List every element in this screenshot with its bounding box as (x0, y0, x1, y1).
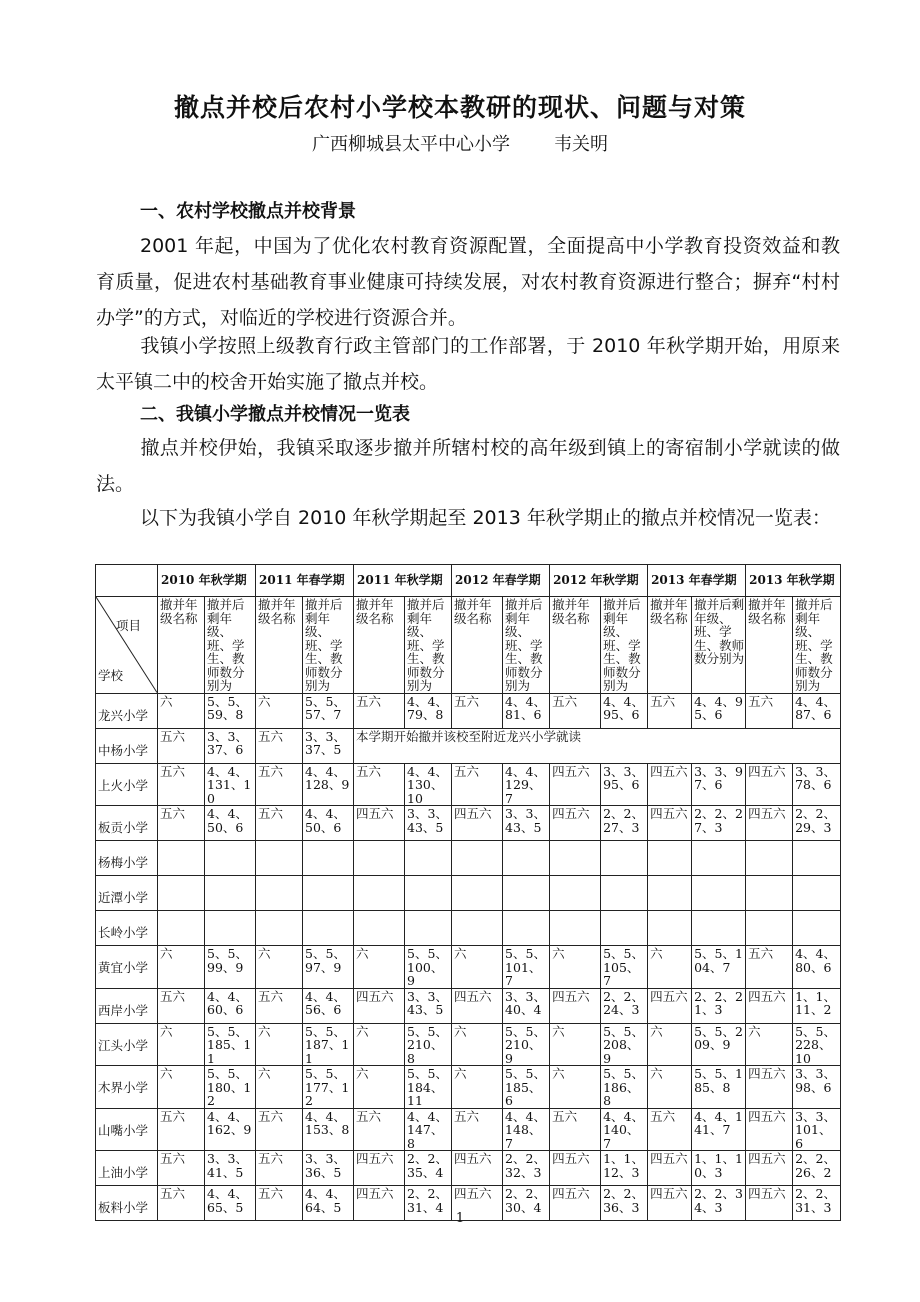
merged-grade-cell (746, 841, 793, 876)
merged-grade-cell: 五六 (158, 1108, 205, 1151)
merged-grade-cell: 六 (354, 1023, 405, 1066)
remaining-counts-cell: 3、3、41、5 (205, 1151, 256, 1186)
remaining-counts-cell (601, 911, 648, 946)
remaining-counts-cell: 4、4、148、7 (503, 1108, 550, 1151)
merged-grade-cell: 五六 (550, 693, 601, 728)
section2-paragraph-2: 以下为我镇小学自 2010 年秋学期起至 2013 年秋学期止的撤点并校情况一览表： (140, 507, 831, 529)
diag-project-label: 项目 (115, 618, 141, 633)
merged-grade-cell: 六 (158, 1066, 205, 1109)
merged-grade-cell (550, 876, 601, 911)
remaining-counts-cell (601, 876, 648, 911)
table-row (96, 876, 841, 911)
merged-grade-cell: 五六 (746, 693, 793, 728)
table-row (96, 946, 841, 989)
remaining-counts-cell (601, 841, 648, 876)
section2-paragraph-1: 撤点并校伊始，我镇采取逐步撤并所辖村校的高年级到镇上的寄宿制小学就读的做法。 (96, 437, 840, 495)
table-row (96, 806, 841, 841)
remaining-counts-cell (303, 876, 354, 911)
diagonal-header-cell (96, 597, 158, 694)
remaining-counts-cell: 3、3、97、6 (692, 763, 746, 806)
subheader-remaining: 撤并后剩年级、班、学生、教师数分别为 (503, 597, 550, 694)
merged-grade-cell: 五六 (354, 693, 405, 728)
remaining-counts-cell: 5、5、187、11 (303, 1023, 354, 1066)
merger-note-cell: 本学期开始撤并该校至附近龙兴小学就读 (354, 728, 841, 763)
author-line (0, 130, 920, 156)
merged-grade-cell: 五六 (256, 1151, 303, 1186)
subheader-remaining: 撤并后剩年级、班、学生、教师数分别为 (303, 597, 354, 694)
remaining-counts-cell: 5、5、105、7 (601, 946, 648, 989)
merged-grade-cell: 五六 (746, 946, 793, 989)
merged-grade-cell: 四五六 (746, 988, 793, 1023)
table-row (96, 763, 841, 806)
remaining-counts-cell (205, 911, 256, 946)
remaining-counts-cell (405, 911, 452, 946)
remaining-counts-cell (503, 911, 550, 946)
merged-grade-cell (648, 841, 692, 876)
remaining-counts-cell (692, 841, 746, 876)
merged-grade-cell: 四五六 (746, 1186, 793, 1221)
remaining-counts-cell: 3、3、98、6 (793, 1066, 841, 1109)
diag-school-label: 学校 (98, 668, 124, 683)
merged-grade-cell (550, 841, 601, 876)
remaining-counts-cell: 3、3、101、6 (793, 1108, 841, 1151)
merged-grade-cell (256, 876, 303, 911)
remaining-counts-cell: 2、2、26、2 (793, 1151, 841, 1186)
remaining-counts-cell: 2、2、27、3 (692, 806, 746, 841)
subheader-merged-grade: 撤并年级名称 (452, 597, 503, 694)
school-name-cell (96, 693, 158, 728)
remaining-counts-cell: 5、5、185、8 (692, 1066, 746, 1109)
school-name: 近潭小学 (98, 890, 149, 905)
merged-grade-cell (354, 911, 405, 946)
school-name-cell (96, 946, 158, 989)
merged-grade-cell: 四五六 (648, 806, 692, 841)
subheader-merged-grade: 撤并年级名称 (256, 597, 303, 694)
remaining-counts-cell: 3、3、37、5 (303, 728, 354, 763)
merged-grade-cell (452, 911, 503, 946)
merged-grade-cell: 五六 (158, 763, 205, 806)
table-row (96, 988, 841, 1023)
remaining-counts-cell: 2、2、30、4 (503, 1186, 550, 1221)
remaining-counts-cell: 4、4、129、7 (503, 763, 550, 806)
merged-grade-cell: 四五六 (746, 806, 793, 841)
remaining-counts-cell: 3、3、78、6 (793, 763, 841, 806)
remaining-counts-cell (692, 911, 746, 946)
table-row (96, 1151, 841, 1186)
remaining-counts-cell: 2、2、24、3 (601, 988, 648, 1023)
merger-status-table (95, 564, 841, 1221)
table-row (96, 693, 841, 728)
school-name-cell (96, 806, 158, 841)
school-name: 龙兴小学 (98, 707, 149, 723)
merged-grade-cell: 四五六 (550, 1186, 601, 1221)
merged-grade-cell (452, 876, 503, 911)
merged-grade-cell: 五六 (354, 1108, 405, 1151)
merged-grade-cell (452, 841, 503, 876)
table-body (96, 693, 841, 1221)
remaining-counts-cell: 4、4、50、6 (205, 806, 256, 841)
merged-grade-cell: 五六 (256, 988, 303, 1023)
remaining-counts-cell (205, 841, 256, 876)
page-number: 1 (455, 1211, 465, 1226)
school-name: 板料小学 (98, 1200, 149, 1215)
merged-grade-cell: 四五六 (648, 763, 692, 806)
remaining-counts-cell: 4、4、147、8 (405, 1108, 452, 1151)
remaining-counts-cell: 3、3、40、4 (503, 988, 550, 1023)
remaining-counts-cell (405, 876, 452, 911)
subheader-remaining: 撤并后剩年级、班、学生、教师数分别为 (405, 597, 452, 694)
merged-grade-cell: 六 (648, 1023, 692, 1066)
remaining-counts-cell: 5、5、99、9 (205, 946, 256, 989)
remaining-counts-cell: 2、2、29、3 (793, 806, 841, 841)
merged-grade-cell: 六 (256, 1066, 303, 1109)
section1-paragraph-1: 2001 年起，中国为了优化农村教育资源配置，全面提高中小学教育投资效益和教育质量，促进农村基础教育事业健康可持续发展，对农村教育资源进行整合；摒弃“村村办学”的方式，对临近的学校进行资源合并。 (96, 235, 840, 329)
merged-grade-cell: 六 (648, 1066, 692, 1109)
merged-grade-cell: 五六 (452, 1108, 503, 1151)
merged-grade-cell (158, 876, 205, 911)
merged-grade-cell: 六 (550, 1066, 601, 1109)
remaining-counts-cell: 4、4、65、5 (205, 1186, 256, 1221)
remaining-counts-cell (793, 841, 841, 876)
merged-grade-cell: 四五六 (746, 1066, 793, 1109)
remaining-counts-cell: 3、3、37、6 (205, 728, 256, 763)
school-name: 长岭小学 (98, 925, 149, 940)
remaining-counts-cell: 5、5、59、8 (205, 693, 256, 728)
school-name: 上油小学 (98, 1165, 149, 1180)
merged-grade-cell: 四五六 (648, 988, 692, 1023)
remaining-counts-cell: 2、2、34、3 (692, 1186, 746, 1221)
merged-grade-cell: 四五六 (354, 1186, 405, 1221)
remaining-counts-cell: 4、4、131、10 (205, 763, 256, 806)
merged-grade-cell (550, 911, 601, 946)
term-header: 2011 年春学期 (256, 565, 354, 597)
merged-grade-cell: 六 (550, 1023, 601, 1066)
remaining-counts-cell: 5、5、186、8 (601, 1066, 648, 1109)
merged-grade-cell: 四五六 (452, 1186, 503, 1221)
school-name: 板贡小学 (98, 820, 149, 835)
table-row (96, 1023, 841, 1066)
remaining-counts-cell (793, 876, 841, 911)
school-name: 杨梅小学 (98, 855, 149, 870)
remaining-counts-cell: 5、5、104、7 (692, 946, 746, 989)
remaining-counts-cell: 5、5、208、9 (601, 1023, 648, 1066)
section2-heading: 二、我镇小学撤点并校情况一览表 (140, 404, 410, 425)
merged-grade-cell: 五六 (256, 1186, 303, 1221)
remaining-counts-cell: 4、4、95、6 (601, 693, 648, 728)
school-name: 黄宜小学 (98, 960, 149, 975)
term-header: 2012 年秋学期 (550, 565, 648, 597)
merged-grade-cell: 四五六 (550, 1151, 601, 1186)
merged-grade-cell (158, 911, 205, 946)
remaining-counts-cell: 2、2、27、3 (601, 806, 648, 841)
page-title: 撤点并校后农村小学校本教研的现状、问题与对策 (173, 93, 746, 122)
merged-grade-cell: 五六 (158, 988, 205, 1023)
school-name: 山嘴小学 (98, 1122, 149, 1138)
remaining-counts-cell: 3、3、43、5 (405, 806, 452, 841)
remaining-counts-cell: 5、5、100、9 (405, 946, 452, 989)
merged-grade-cell (158, 841, 205, 876)
remaining-counts-cell: 4、4、153、8 (303, 1108, 354, 1151)
merged-grade-cell (648, 876, 692, 911)
merged-grade-cell: 四五六 (648, 1151, 692, 1186)
merged-grade-cell: 四五六 (550, 988, 601, 1023)
subheader-merged-grade: 撤并年级名称 (354, 597, 405, 694)
remaining-counts-cell: 3、3、36、5 (303, 1151, 354, 1186)
remaining-counts-cell: 4、4、130、10 (405, 763, 452, 806)
merged-grade-cell: 四五六 (746, 763, 793, 806)
section1-paragraph-2: 我镇小学按照上级教育行政主管部门的工作部署，于 2010 年秋学期开始，用原来太平镇二中的校舍开始实施了撤点并校。 (96, 335, 840, 393)
merged-grade-cell: 四五六 (452, 988, 503, 1023)
subheader-merged-grade: 撤并年级名称 (158, 597, 205, 694)
term-header: 2012 年春学期 (452, 565, 550, 597)
remaining-counts-cell: 4、4、162、9 (205, 1108, 256, 1151)
merged-grade-cell: 六 (354, 1066, 405, 1109)
merged-grade-cell: 五六 (256, 806, 303, 841)
school-name: 江头小学 (98, 1037, 149, 1053)
term-header: 2013 年春学期 (648, 565, 746, 597)
merged-grade-cell: 五六 (158, 728, 205, 763)
merged-grade-cell: 六 (158, 1023, 205, 1066)
remaining-counts-cell (793, 911, 841, 946)
term-header-row (96, 565, 841, 597)
merged-grade-cell (354, 841, 405, 876)
remaining-counts-cell (503, 841, 550, 876)
remaining-counts-cell: 5、5、180、12 (205, 1066, 256, 1109)
merged-grade-cell (256, 911, 303, 946)
school-name-cell (96, 911, 158, 946)
subheader-merged-grade: 撤并年级名称 (550, 597, 601, 694)
merged-grade-cell (746, 911, 793, 946)
remaining-counts-cell: 5、5、209、9 (692, 1023, 746, 1066)
remaining-counts-cell: 2、2、31、4 (405, 1186, 452, 1221)
subheader-remaining: 撤并后剩年级、班、学生、教师数分别为 (692, 597, 746, 694)
remaining-counts-cell: 4、4、87、6 (793, 693, 841, 728)
table-row (96, 841, 841, 876)
merged-grade-cell: 四五六 (550, 806, 601, 841)
remaining-counts-cell: 4、4、50、6 (303, 806, 354, 841)
remaining-counts-cell: 2、2、31、3 (793, 1186, 841, 1221)
merged-grade-cell: 五六 (452, 763, 503, 806)
remaining-counts-cell: 2、2、32、3 (503, 1151, 550, 1186)
remaining-counts-cell: 4、4、140、7 (601, 1108, 648, 1151)
subheader-remaining: 撤并后剩年级、班、学生、教师数分别为 (205, 597, 256, 694)
merged-grade-cell (354, 876, 405, 911)
remaining-counts-cell: 5、5、57、7 (303, 693, 354, 728)
remaining-counts-cell: 4、4、64、5 (303, 1186, 354, 1221)
subheader-row (96, 597, 841, 694)
school-name-cell (96, 988, 158, 1023)
corner-cell (96, 565, 158, 597)
merged-grade-cell: 六 (746, 1023, 793, 1066)
merged-grade-cell: 六 (354, 946, 405, 989)
remaining-counts-cell: 5、5、177、12 (303, 1066, 354, 1109)
remaining-counts-cell: 4、4、60、6 (205, 988, 256, 1023)
merged-grade-cell: 六 (452, 946, 503, 989)
remaining-counts-cell: 2、2、36、3 (601, 1186, 648, 1221)
remaining-counts-cell: 4、4、56、6 (303, 988, 354, 1023)
school-name: 上火小学 (98, 777, 149, 793)
table-row (96, 1066, 841, 1109)
remaining-counts-cell: 5、5、101、7 (503, 946, 550, 989)
remaining-counts-cell: 2、2、21、3 (692, 988, 746, 1023)
merged-grade-cell (746, 876, 793, 911)
table-row (96, 1108, 841, 1151)
merged-grade-cell: 五六 (354, 763, 405, 806)
school-name-cell (96, 1066, 158, 1109)
merged-grade-cell: 四五六 (746, 1151, 793, 1186)
remaining-counts-cell: 5、5、210、8 (405, 1023, 452, 1066)
remaining-counts-cell: 4、4、95、6 (692, 693, 746, 728)
merged-grade-cell: 五六 (256, 763, 303, 806)
remaining-counts-cell: 4、4、141、7 (692, 1108, 746, 1151)
remaining-counts-cell: 3、3、43、5 (503, 806, 550, 841)
subheader-merged-grade: 撤并年级名称 (746, 597, 793, 694)
table-row (96, 911, 841, 946)
subheader-remaining: 撤并后剩年级、班、学生、教师数分别为 (601, 597, 648, 694)
school-name-cell (96, 841, 158, 876)
remaining-counts-cell (303, 911, 354, 946)
remaining-counts-cell: 5、5、185、11 (205, 1023, 256, 1066)
remaining-counts-cell (405, 841, 452, 876)
remaining-counts-cell: 4、4、80、6 (793, 946, 841, 989)
remaining-counts-cell (692, 876, 746, 911)
school-name-cell (96, 876, 158, 911)
merged-grade-cell (648, 911, 692, 946)
school-name-cell (96, 1108, 158, 1151)
term-header: 2010 年秋学期 (158, 565, 256, 597)
subheader-merged-grade: 撤并年级名称 (648, 597, 692, 694)
merged-grade-cell: 六 (158, 693, 205, 728)
remaining-counts-cell: 3、3、43、5 (405, 988, 452, 1023)
merged-grade-cell: 四五六 (452, 1151, 503, 1186)
merged-grade-cell: 五六 (550, 1108, 601, 1151)
merged-grade-cell: 五六 (256, 1108, 303, 1151)
author-name: 韦关明 (554, 134, 608, 155)
merged-grade-cell: 六 (452, 1023, 503, 1066)
remaining-counts-cell: 5、5、185、6 (503, 1066, 550, 1109)
merged-grade-cell: 五六 (158, 1186, 205, 1221)
remaining-counts-cell: 5、5、97、9 (303, 946, 354, 989)
author-school: 广西柳城县太平中心小学 (312, 134, 510, 155)
merged-grade-cell: 四五六 (354, 1151, 405, 1186)
school-name: 木界小学 (98, 1080, 149, 1095)
remaining-counts-cell: 1、1、11、2 (793, 988, 841, 1023)
merged-grade-cell: 四五六 (550, 763, 601, 806)
merged-grade-cell: 五六 (648, 693, 692, 728)
term-header: 2011 年秋学期 (354, 565, 452, 597)
merged-grade-cell: 五六 (158, 806, 205, 841)
remaining-counts-cell: 4、4、128、9 (303, 763, 354, 806)
subheader-remaining: 撤并后剩年级、班、学生、教师数分别为 (793, 597, 841, 694)
merged-grade-cell: 六 (256, 1023, 303, 1066)
school-name: 西岸小学 (98, 1002, 149, 1018)
table-row (96, 728, 841, 763)
remaining-counts-cell: 5、5、228、10 (793, 1023, 841, 1066)
remaining-counts-cell: 3、3、95、6 (601, 763, 648, 806)
school-name-cell (96, 1151, 158, 1186)
remaining-counts-cell: 1、1、12、3 (601, 1151, 648, 1186)
merged-grade-cell: 五六 (158, 1151, 205, 1186)
merged-grade-cell: 五六 (648, 1108, 692, 1151)
remaining-counts-cell: 2、2、35、4 (405, 1151, 452, 1186)
merged-grade-cell: 四五六 (354, 806, 405, 841)
merged-grade-cell: 四五六 (452, 806, 503, 841)
merged-grade-cell: 四五六 (648, 1186, 692, 1221)
remaining-counts-cell: 4、4、79、8 (405, 693, 452, 728)
term-header: 2013 年秋学期 (746, 565, 841, 597)
remaining-counts-cell (205, 876, 256, 911)
school-name-cell (96, 1023, 158, 1066)
merged-grade-cell: 五六 (452, 693, 503, 728)
merged-grade-cell: 六 (648, 946, 692, 989)
remaining-counts-cell: 1、1、10、3 (692, 1151, 746, 1186)
remaining-counts-cell (303, 841, 354, 876)
remaining-counts-cell: 5、5、210、9 (503, 1023, 550, 1066)
school-name-cell (96, 728, 158, 763)
school-name: 中杨小学 (98, 742, 149, 758)
merged-grade-cell: 六 (158, 946, 205, 989)
school-name-cell (96, 763, 158, 806)
merged-grade-cell: 五六 (256, 728, 303, 763)
remaining-counts-cell (503, 876, 550, 911)
remaining-counts-cell: 5、5、184、11 (405, 1066, 452, 1109)
merged-grade-cell (256, 841, 303, 876)
section1-heading: 一、农村学校撤点并校背景 (140, 201, 356, 222)
merged-grade-cell: 六 (550, 946, 601, 989)
merged-grade-cell: 四五六 (746, 1108, 793, 1151)
merged-grade-cell: 四五六 (354, 988, 405, 1023)
merged-grade-cell: 六 (256, 946, 303, 989)
merged-grade-cell: 六 (256, 693, 303, 728)
remaining-counts-cell: 4、4、81、6 (503, 693, 550, 728)
merged-grade-cell: 六 (452, 1066, 503, 1109)
